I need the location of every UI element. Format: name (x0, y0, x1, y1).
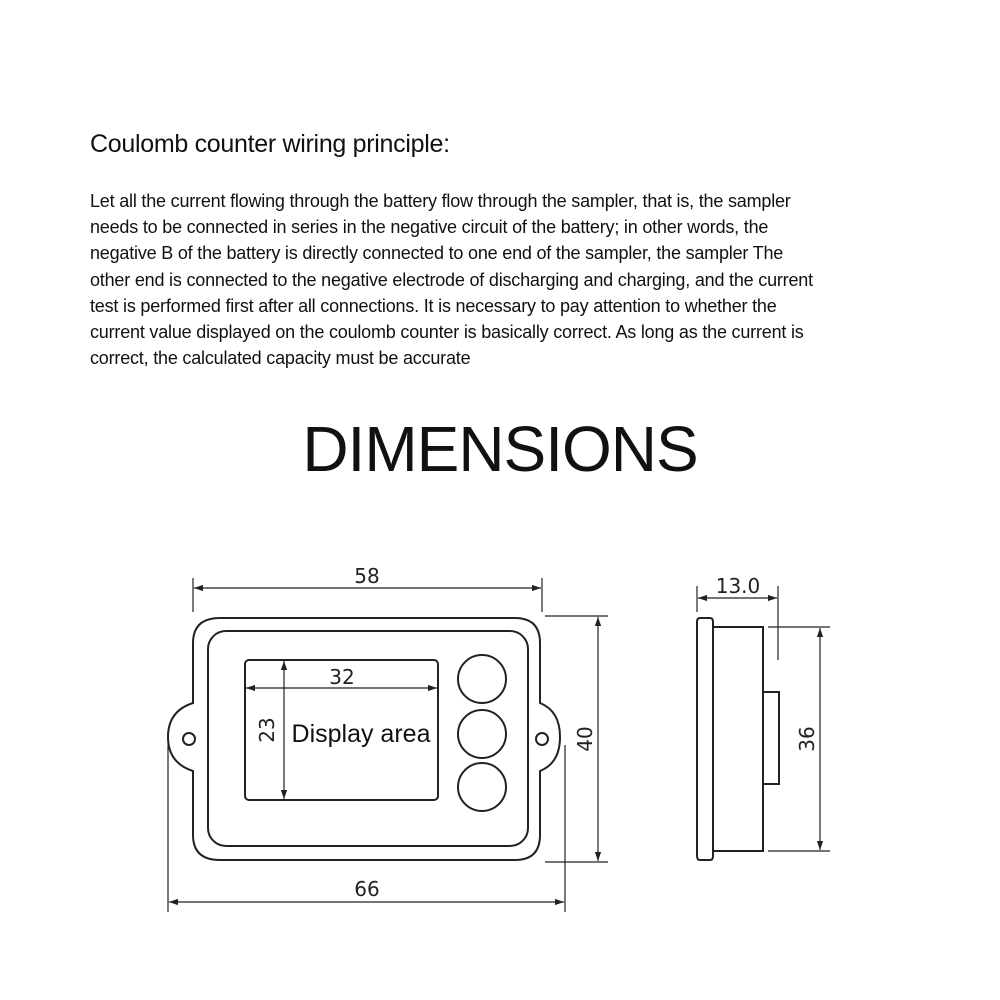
side-body (713, 627, 763, 851)
dim-label-58: 58 (354, 564, 380, 588)
button-top (458, 655, 506, 703)
dim-label-13: 13.0 (715, 574, 761, 598)
paragraph-line: correct, the calculated capacity must be accurate (90, 348, 471, 369)
dim-label-32: 32 (329, 665, 355, 689)
dim-label-36: 36 (795, 726, 819, 752)
paragraph-line: Let all the current flowing through the battery flow through the sampler, that is, the sampler (90, 191, 791, 211)
display-area-label: Display area (291, 720, 431, 748)
paragraph-line: current value displayed on the coulomb counter is basically correct. As long as the current is (90, 322, 804, 343)
section-heading: Coulomb counter wiring principle: (90, 130, 450, 158)
dimensions-title: DIMENSIONS (302, 413, 698, 485)
mounting-hole-right (536, 733, 548, 745)
mounting-hole-left (183, 733, 195, 745)
button-bottom (458, 763, 506, 811)
side-terminal (763, 692, 779, 784)
dim-label-66: 66 (354, 877, 380, 901)
side-view (697, 618, 779, 860)
paragraph-line: test is performed first after all connections. It is necessary to pay attention to whether the (90, 295, 777, 316)
paragraph-line: other end is connected to the negative electrode of discharging and charging, and the current (90, 269, 813, 290)
button-middle (458, 710, 506, 758)
dim-label-40: 40 (573, 726, 597, 752)
dim-label-23: 23 (255, 717, 279, 743)
side-bezel (697, 618, 713, 860)
paragraph-line: needs to be connected in series in the negative circuit of the battery; in other words, the (90, 217, 769, 238)
paragraph-line: negative B of the battery is directly connected to one end of the sampler, the sampler The (90, 243, 784, 264)
